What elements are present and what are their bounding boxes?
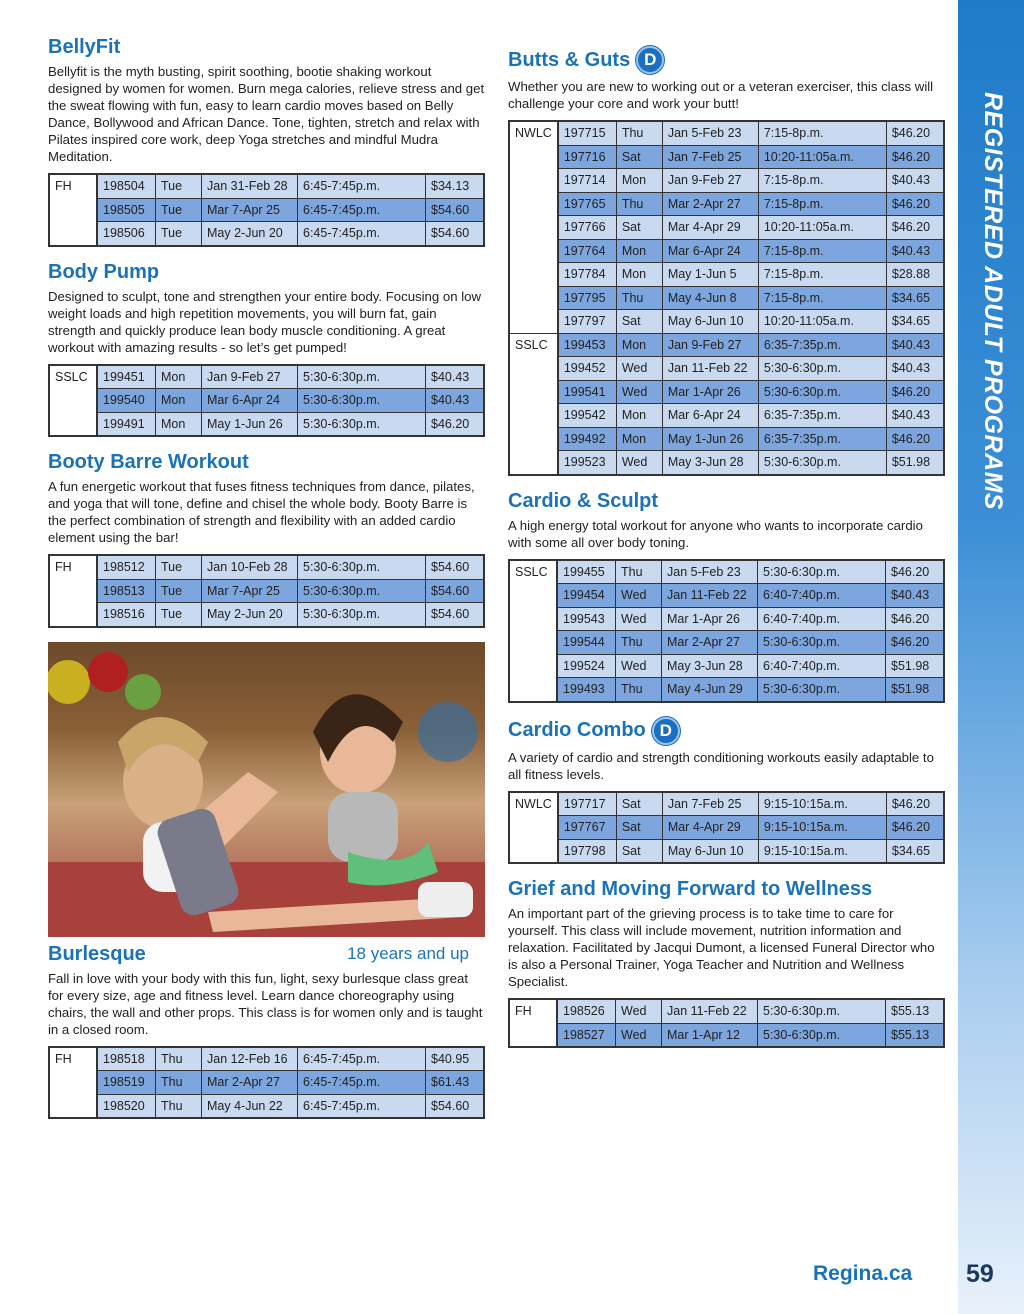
date-range-cell: Jan 9-Feb 27: [662, 333, 758, 357]
table-row: [49, 555, 484, 579]
section-description: A variety of cardio and strength conditioning workouts easily adaptable to all fitness levels.: [508, 749, 934, 782]
course-code-cell: 199543: [557, 607, 616, 631]
table-row: [509, 584, 944, 608]
time-cell: 9:15-10:15a.m.: [758, 792, 886, 816]
day-cell: Mon: [616, 169, 662, 193]
schedule-table: [508, 559, 945, 703]
price-cell: $40.43: [886, 584, 945, 608]
table-row: [509, 216, 944, 240]
course-code-cell: 198519: [97, 1071, 156, 1095]
date-range-cell: Mar 1-Apr 26: [662, 607, 758, 631]
time-cell: 5:30-6:30p.m.: [298, 579, 426, 603]
age-requirement: 18 years and up: [347, 944, 469, 963]
course-code-cell: 199540: [97, 389, 156, 413]
price-cell: $55.13: [886, 999, 945, 1023]
course-code-cell: 197795: [558, 286, 617, 310]
day-cell: Mon: [156, 412, 202, 436]
price-cell: $46.20: [426, 412, 485, 436]
time-cell: 6:35-7:35p.m.: [758, 404, 886, 428]
date-range-cell: Mar 2-Apr 27: [202, 1071, 298, 1095]
section-description: Whether you are new to working out or a veteran exerciser, this class will challenge your core and work your butt!: [508, 79, 934, 111]
course-code-cell: 199541: [558, 380, 617, 404]
table-row: [49, 1071, 484, 1095]
location-cell: FH: [49, 1047, 97, 1119]
time-cell: 5:30-6:30p.m.: [758, 678, 886, 702]
time-cell: 6:45-7:45p.m.: [298, 1047, 426, 1071]
day-cell: Mon: [616, 404, 662, 428]
date-range-cell: May 1-Jun 26: [662, 427, 758, 451]
time-cell: 6:35-7:35p.m.: [758, 427, 886, 451]
price-cell: $40.43: [426, 389, 485, 413]
date-range-cell: Jan 5-Feb 23: [662, 560, 758, 584]
time-cell: 10:20-11:05a.m.: [758, 310, 886, 334]
section-title-text: Butts & Guts: [508, 48, 631, 71]
date-range-cell: May 1-Jun 26: [202, 412, 298, 436]
time-cell: 6:45-7:45p.m.: [298, 174, 426, 198]
course-code-cell: 198513: [97, 579, 156, 603]
time-cell: 6:45-7:45p.m.: [298, 222, 426, 246]
day-cell: Wed: [616, 607, 662, 631]
course-code-cell: 197715: [558, 121, 617, 145]
course-code-cell: 198526: [557, 999, 616, 1023]
day-cell: Sat: [616, 216, 662, 240]
day-cell: Tue: [156, 174, 202, 198]
time-cell: 9:15-10:15a.m.: [758, 839, 886, 863]
table-row: [49, 222, 484, 246]
price-cell: $54.60: [426, 579, 485, 603]
location-cell: FH: [49, 555, 97, 627]
course-code-cell: 199492: [558, 427, 617, 451]
time-cell: 6:45-7:45p.m.: [298, 1071, 426, 1095]
section-description: A fun energetic workout that fuses fitness techniques from dance, pilates, and yoga that will tone, define and chisel the whole body. Booty Barre is the perfect combination of strength and flexibility with an added cardio element using the bar!: [48, 479, 475, 545]
price-cell: $51.98: [886, 654, 945, 678]
table-row: [509, 239, 944, 263]
date-range-cell: May 2-Jun 20: [202, 603, 298, 627]
day-cell: Thu: [616, 286, 662, 310]
date-range-cell: Jan 5-Feb 23: [662, 121, 758, 145]
schedule-table: [48, 554, 485, 628]
course-code-cell: 199453: [558, 333, 617, 357]
price-cell: $40.43: [886, 404, 944, 428]
table-row: [509, 792, 944, 816]
time-cell: 6:40-7:40p.m.: [758, 584, 886, 608]
course-code-cell: 197797: [558, 310, 617, 334]
day-cell: Mon: [156, 365, 202, 389]
time-cell: 6:40-7:40p.m.: [758, 654, 886, 678]
time-cell: 5:30-6:30p.m.: [758, 560, 886, 584]
day-cell: Thu: [156, 1047, 202, 1071]
table-row: [49, 365, 484, 389]
date-range-cell: May 6-Jun 10: [662, 839, 758, 863]
schedule-table: [48, 173, 485, 247]
section-cardio-sculpt: [508, 490, 945, 703]
price-cell: $51.98: [886, 451, 944, 475]
course-code-cell: 198516: [97, 603, 156, 627]
time-cell: 5:30-6:30p.m.: [758, 380, 886, 404]
course-code-cell: 198505: [97, 198, 156, 222]
day-cell: Mon: [616, 427, 662, 451]
day-cell: Wed: [616, 654, 662, 678]
section-title: [508, 717, 945, 745]
location-cell: SSLC: [509, 333, 558, 475]
price-cell: $40.43: [886, 333, 944, 357]
date-range-cell: Mar 4-Apr 29: [662, 816, 758, 840]
date-range-cell: Jan 11-Feb 22: [662, 999, 758, 1023]
day-cell: Thu: [156, 1094, 202, 1118]
day-cell: Thu: [156, 1071, 202, 1095]
day-cell: Wed: [616, 357, 662, 381]
day-cell: Sat: [616, 145, 662, 169]
day-cell: Wed: [616, 584, 662, 608]
time-cell: 5:30-6:30p.m.: [758, 631, 886, 655]
price-cell: $54.60: [426, 1094, 485, 1118]
side-banner-heading: REGISTERED ADULT PROGRAMS: [979, 92, 1007, 511]
date-range-cell: Jan 11-Feb 22: [662, 584, 758, 608]
time-cell: 5:30-6:30p.m.: [298, 365, 426, 389]
day-cell: Mon: [616, 263, 662, 287]
time-cell: 7:15-8p.m.: [758, 169, 886, 193]
date-range-cell: May 3-Jun 28: [662, 451, 758, 475]
day-cell: Mon: [156, 389, 202, 413]
time-cell: 7:15-8p.m.: [758, 121, 886, 145]
drop-in-badge-icon: D: [652, 717, 680, 745]
section-description: A high energy total workout for anyone who wants to incorporate cardio with some all over body toning.: [508, 517, 923, 550]
day-cell: Sat: [616, 310, 662, 334]
time-cell: 10:20-11:05a.m.: [758, 145, 886, 169]
course-code-cell: 197766: [558, 216, 617, 240]
section-grief-wellness: [508, 878, 945, 1048]
course-code-cell: 199542: [558, 404, 617, 428]
table-row: [49, 412, 484, 436]
time-cell: 5:30-6:30p.m.: [758, 451, 886, 475]
price-cell: $54.60: [426, 603, 485, 627]
date-range-cell: Jan 12-Feb 16: [202, 1047, 298, 1071]
table-row: [509, 286, 944, 310]
course-code-cell: 199491: [97, 412, 156, 436]
table-row: [49, 174, 484, 198]
table-row: [509, 451, 944, 475]
course-code-cell: 199524: [557, 654, 616, 678]
course-code-cell: 198504: [97, 174, 156, 198]
section-title: [508, 46, 945, 74]
schedule-table: [508, 998, 945, 1048]
date-range-cell: Mar 7-Apr 25: [202, 579, 298, 603]
price-cell: $46.20: [886, 192, 944, 216]
section-cardio-combo: [508, 717, 945, 865]
course-code-cell: 199451: [97, 365, 156, 389]
price-cell: $40.95: [426, 1047, 485, 1071]
price-cell: $46.20: [886, 607, 945, 631]
day-cell: Sat: [616, 816, 662, 840]
table-row: [49, 198, 484, 222]
table-row: [509, 607, 944, 631]
price-cell: $34.65: [886, 310, 944, 334]
location-cell: NWLC: [509, 121, 558, 333]
date-range-cell: Jan 10-Feb 28: [202, 555, 298, 579]
day-cell: Mon: [616, 333, 662, 357]
section-title: Cardio & Sculpt: [508, 489, 659, 512]
table-row: [49, 389, 484, 413]
day-cell: Wed: [616, 451, 662, 475]
table-row: [509, 560, 944, 584]
date-range-cell: Mar 6-Apr 24: [662, 404, 758, 428]
section-burlesque: [48, 943, 485, 1120]
date-range-cell: Jan 7-Feb 25: [662, 145, 758, 169]
date-range-cell: Mar 4-Apr 29: [662, 216, 758, 240]
price-cell: $46.20: [886, 216, 944, 240]
section-title-text: Burlesque: [48, 942, 146, 965]
course-code-cell: 197765: [558, 192, 617, 216]
date-range-cell: Jan 9-Feb 27: [662, 169, 758, 193]
price-cell: $54.60: [426, 555, 485, 579]
price-cell: $54.60: [426, 198, 485, 222]
day-cell: Thu: [616, 121, 662, 145]
table-row: [509, 169, 944, 193]
table-row: [509, 121, 944, 145]
day-cell: Sat: [616, 839, 662, 863]
table-row: [509, 404, 944, 428]
section-butts-guts: [508, 46, 945, 476]
price-cell: $46.20: [886, 427, 944, 451]
time-cell: 6:35-7:35p.m.: [758, 333, 886, 357]
day-cell: Wed: [616, 1023, 662, 1047]
time-cell: 7:15-8p.m.: [758, 239, 886, 263]
course-code-cell: 197717: [558, 792, 617, 816]
section-bellyfit: [48, 36, 485, 247]
price-cell: $28.88: [886, 263, 944, 287]
date-range-cell: Jan 31-Feb 28: [202, 174, 298, 198]
table-row: [49, 1094, 484, 1118]
course-code-cell: 199523: [558, 451, 617, 475]
date-range-cell: Mar 1-Apr 26: [662, 380, 758, 404]
location-cell: FH: [49, 174, 97, 246]
time-cell: 6:45-7:45p.m.: [298, 198, 426, 222]
date-range-cell: Jan 9-Feb 27: [202, 365, 298, 389]
table-row: [509, 380, 944, 404]
time-cell: 5:30-6:30p.m.: [758, 1023, 886, 1047]
price-cell: $40.43: [886, 169, 944, 193]
date-range-cell: Mar 2-Apr 27: [662, 631, 758, 655]
table-row: [509, 310, 944, 334]
time-cell: 5:30-6:30p.m.: [758, 999, 886, 1023]
day-cell: Tue: [156, 198, 202, 222]
course-code-cell: 198527: [557, 1023, 616, 1047]
price-cell: $46.20: [886, 560, 945, 584]
price-cell: $46.20: [886, 121, 944, 145]
section-description: Bellyfit is the myth busting, spirit soothing, bootie shaking workout designed by women for women. Burn mega calories, relieve stress and get the sweat flowing with fun, easy to learn cardio moves based on Belly Dance, Bollywood and African Dance. Tone, tighten, stretch and relax with Pilates inspired core work, deep Yoga stretches and mindful Mudra Meditation.: [48, 64, 485, 164]
day-cell: Tue: [156, 603, 202, 627]
date-range-cell: May 4-Jun 8: [662, 286, 758, 310]
course-code-cell: 198512: [97, 555, 156, 579]
price-cell: $34.65: [886, 286, 944, 310]
time-cell: 6:45-7:45p.m.: [298, 1094, 426, 1118]
section-title: BellyFit: [48, 36, 121, 58]
right-column: [508, 46, 945, 1062]
price-cell: $54.60: [426, 222, 485, 246]
table-row: [49, 603, 484, 627]
table-row: [509, 816, 944, 840]
section-title: Grief and Moving Forward to Wellness: [508, 878, 873, 900]
course-code-cell: 197716: [558, 145, 617, 169]
time-cell: 5:30-6:30p.m.: [298, 555, 426, 579]
day-cell: Wed: [616, 380, 662, 404]
location-cell: SSLC: [509, 560, 557, 702]
course-code-cell: 199452: [558, 357, 617, 381]
table-row: [509, 654, 944, 678]
time-cell: 7:15-8p.m.: [758, 286, 886, 310]
location-cell: FH: [509, 999, 557, 1047]
day-cell: Mon: [616, 239, 662, 263]
schedule-table: [508, 791, 945, 865]
date-range-cell: May 2-Jun 20: [202, 222, 298, 246]
table-row: [509, 333, 944, 357]
table-row: [509, 678, 944, 702]
time-cell: 7:15-8p.m.: [758, 263, 886, 287]
table-row: [509, 263, 944, 287]
day-cell: Tue: [156, 579, 202, 603]
date-range-cell: May 6-Jun 10: [662, 310, 758, 334]
price-cell: $61.43: [426, 1071, 485, 1095]
footer-website-link[interactable]: Regina.ca: [813, 1262, 913, 1285]
table-row: [509, 192, 944, 216]
side-banner: [958, 0, 1024, 1314]
section-description: Designed to sculpt, tone and strengthen your entire body. Focusing on low weight loads and high repetition movements, you will burn fat, gain strength and quickly produce lean body muscle conditioning. A great workout with amazing results - so let’s get pumped!: [48, 288, 482, 355]
day-cell: Wed: [616, 999, 662, 1023]
course-code-cell: 197784: [558, 263, 617, 287]
section-description: Fall in love with your body with this fun, light, sexy burlesque class great for every size, age and fitness level. Learn dance choreography using chairs, the wall and other props. This class is for women only and is taught in a closed room.: [48, 970, 483, 1037]
day-cell: Thu: [616, 631, 662, 655]
price-cell: $46.20: [886, 631, 945, 655]
table-row: [509, 145, 944, 169]
course-code-cell: 197764: [558, 239, 617, 263]
date-range-cell: Jan 11-Feb 22: [662, 357, 758, 381]
section-body-pump: [48, 261, 485, 438]
table-row: [509, 357, 944, 381]
time-cell: 9:15-10:15a.m.: [758, 816, 886, 840]
course-code-cell: 198506: [97, 222, 156, 246]
price-cell: $40.43: [426, 365, 485, 389]
date-range-cell: May 1-Jun 5: [662, 263, 758, 287]
date-range-cell: Jan 7-Feb 25: [662, 792, 758, 816]
section-description: An important part of the grieving process is to take time to care for yourself. This class will include movement, nutrition information and relaxation. Facilitated by Jacqui Dumont, a licensed Funeral Director who is also a Personal Trainer, Yoga Teacher and Nutrition and Wellness Specialist.: [508, 906, 935, 989]
date-range-cell: Mar 7-Apr 25: [202, 198, 298, 222]
price-cell: $46.20: [886, 380, 944, 404]
time-cell: 7:15-8p.m.: [758, 192, 886, 216]
price-cell: $46.20: [886, 816, 944, 840]
price-cell: $46.20: [886, 792, 944, 816]
price-cell: $40.43: [886, 239, 944, 263]
course-code-cell: 198520: [97, 1094, 156, 1118]
course-code-cell: 197714: [558, 169, 617, 193]
time-cell: 5:30-6:30p.m.: [298, 603, 426, 627]
drop-in-badge-icon: D: [636, 46, 664, 74]
date-range-cell: Mar 1-Apr 12: [662, 1023, 758, 1047]
location-cell: SSLC: [49, 365, 97, 437]
price-cell: $34.13: [426, 174, 485, 198]
date-range-cell: May 4-Jun 22: [202, 1094, 298, 1118]
day-cell: Sat: [616, 792, 662, 816]
time-cell: 5:30-6:30p.m.: [298, 389, 426, 413]
day-cell: Tue: [156, 222, 202, 246]
price-cell: $34.65: [886, 839, 944, 863]
course-code-cell: 197767: [558, 816, 617, 840]
day-cell: Thu: [616, 192, 662, 216]
table-row: [509, 631, 944, 655]
section-title: Body Pump: [48, 260, 160, 283]
course-code-cell: 199493: [557, 678, 616, 702]
date-range-cell: Mar 2-Apr 27: [662, 192, 758, 216]
time-cell: 6:40-7:40p.m.: [758, 607, 886, 631]
table-row: [509, 427, 944, 451]
date-range-cell: May 3-Jun 28: [662, 654, 758, 678]
date-range-cell: Mar 6-Apr 24: [202, 389, 298, 413]
schedule-table: [48, 1046, 485, 1120]
price-cell: $40.43: [886, 357, 944, 381]
table-row: [509, 999, 944, 1023]
schedule-table: [508, 120, 945, 476]
table-row: [509, 839, 944, 863]
fitness-photo: [48, 642, 485, 937]
table-row: [49, 579, 484, 603]
course-code-cell: 199455: [557, 560, 616, 584]
date-range-cell: May 4-Jun 29: [662, 678, 758, 702]
stretching-women-illustration: [48, 642, 485, 937]
time-cell: 5:30-6:30p.m.: [298, 412, 426, 436]
day-cell: Thu: [616, 560, 662, 584]
page-number: 59: [966, 1260, 994, 1288]
price-cell: $51.98: [886, 678, 945, 702]
section-booty-barre: [48, 451, 485, 628]
course-code-cell: 199544: [557, 631, 616, 655]
section-title: Booty Barre Workout: [48, 451, 249, 473]
course-code-cell: 197798: [558, 839, 617, 863]
section-title: [48, 943, 485, 966]
date-range-cell: Mar 6-Apr 24: [662, 239, 758, 263]
left-column: [48, 36, 485, 1133]
time-cell: 10:20-11:05a.m.: [758, 216, 886, 240]
day-cell: Tue: [156, 555, 202, 579]
time-cell: 5:30-6:30p.m.: [758, 357, 886, 381]
course-code-cell: 198518: [97, 1047, 156, 1071]
day-cell: Thu: [616, 678, 662, 702]
section-title-text: Cardio Combo: [508, 719, 646, 741]
price-cell: $55.13: [886, 1023, 945, 1047]
table-row: [49, 1047, 484, 1071]
schedule-table: [48, 364, 485, 438]
course-code-cell: 199454: [557, 584, 616, 608]
table-row: [509, 1023, 944, 1047]
price-cell: $46.20: [886, 145, 944, 169]
location-cell: NWLC: [509, 792, 558, 864]
